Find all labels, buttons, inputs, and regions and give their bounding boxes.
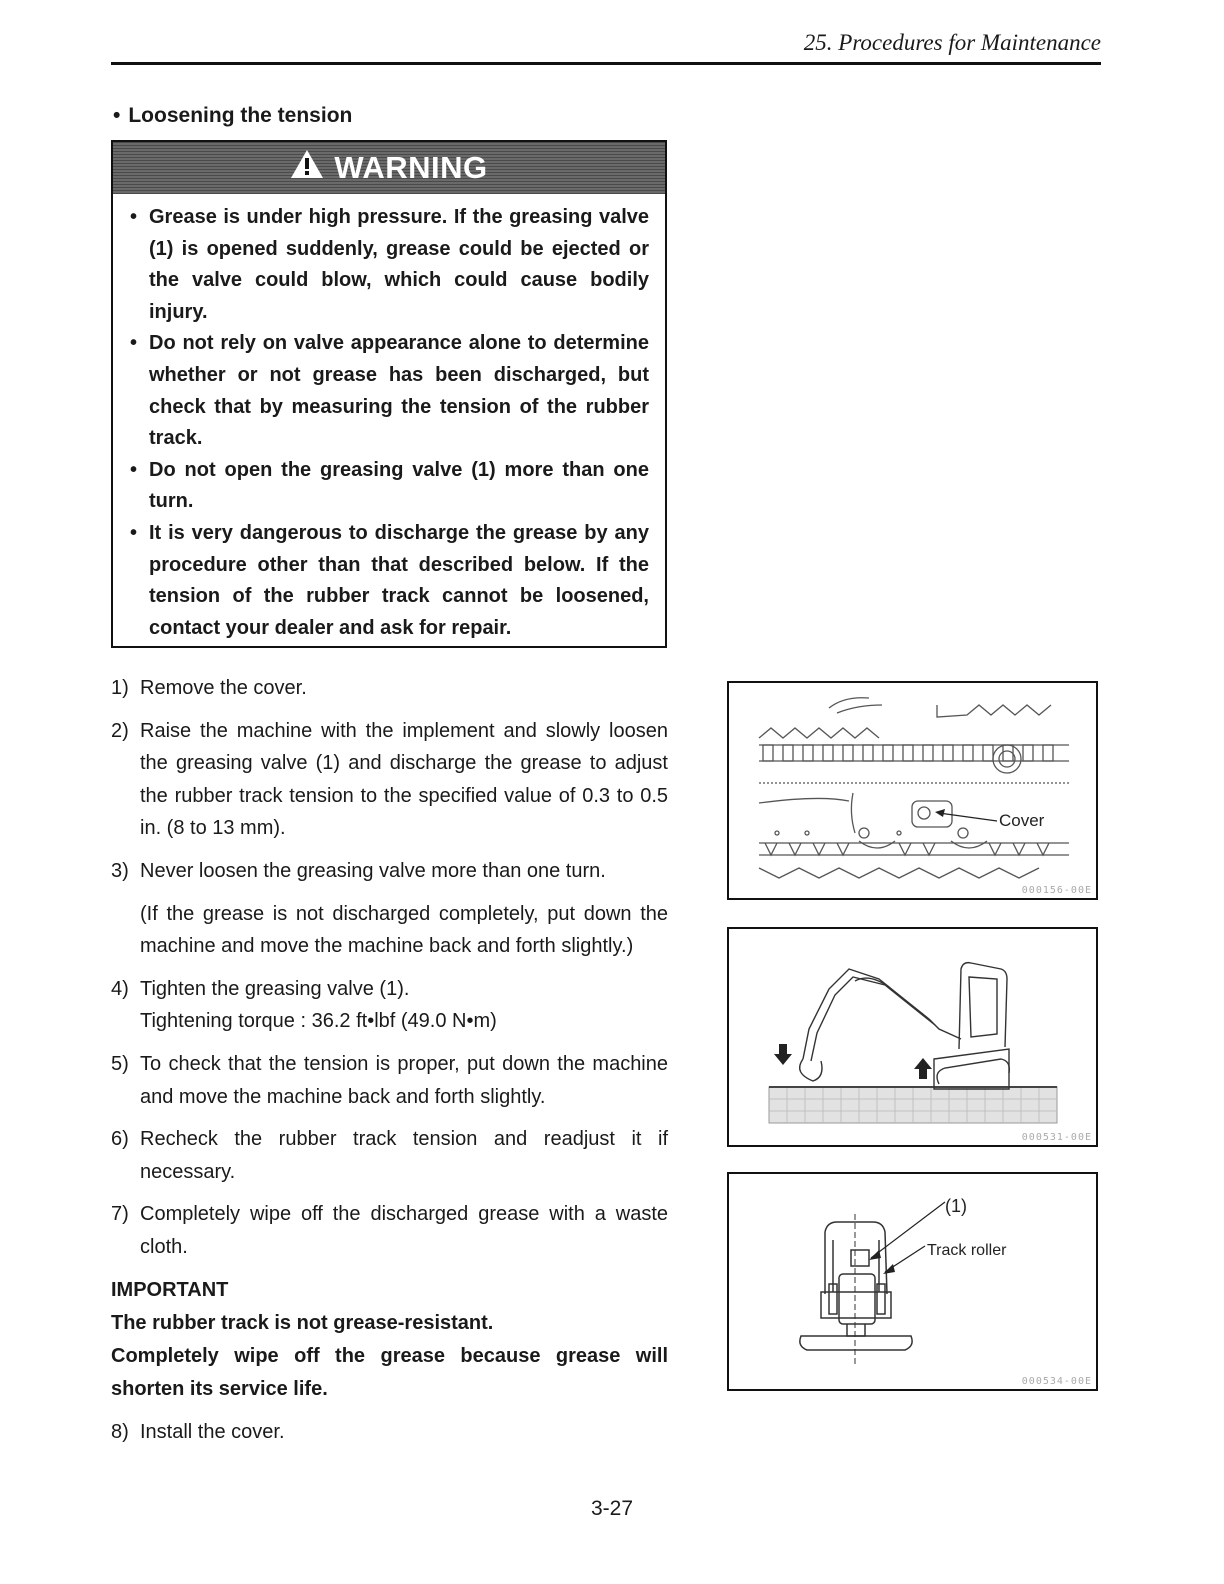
step-8: 8) Install the cover. — [111, 1420, 285, 1443]
track-cover-illustration — [729, 683, 1096, 898]
warning-list — [113, 194, 665, 644]
warning-item: • Grease is under high pressure. If the greasing valve (1) is opened suddenly, grease could be ejected or the valve could blow, which could cause bodily injury. — [149, 202, 649, 328]
warning-box — [111, 140, 667, 648]
figure-track-roller — [727, 1172, 1098, 1391]
page-number: 3-27 — [590, 1497, 634, 1520]
figure-code: 000531-00E — [1021, 1132, 1092, 1143]
figure-track-cover — [727, 681, 1098, 900]
warning-banner — [113, 142, 665, 194]
step-1: 1) Remove the cover. — [111, 677, 307, 699]
page-header: 25. Procedures for Maintenance — [111, 30, 1101, 65]
important-line-2: Completely wipe off the grease because grease will shorten its service life. — [111, 1344, 668, 1400]
excavator-illustration — [729, 929, 1096, 1145]
warning-item: • Do not rely on valve appearance alone to determine whether or not grease has been discharged, but check that by measuring the tension of the rubber track. — [149, 328, 649, 454]
section-title-text: Loosening the tension — [128, 104, 353, 127]
track-roller-illustration — [729, 1174, 1096, 1389]
warning-item: • It is very dangerous to discharge the grease by any procedure other than that described below. If the tension of the rubber track cannot be loosened, contact your dealer and ask for repair. — [149, 518, 649, 644]
important-line-1: The rubber track is not grease-resistant. — [111, 1311, 494, 1334]
warning-item: • Do not open the greasing valve (1) more than one turn. — [149, 455, 649, 518]
step-3: 3) Never loosen the greasing valve more than one turn. — [111, 859, 606, 882]
step-7: 7) Completely wipe off the discharged grease with a waste cloth. — [111, 1203, 668, 1258]
important-note — [111, 1274, 668, 1406]
warning-title: WARNING — [334, 150, 488, 185]
step-3-note: (If the grease is not discharged completely, put down the machine and move the machine back and forth slightly.) — [140, 902, 668, 958]
step-4: 4) Tighten the greasing valve (1). Tightening torque : 36.2 ft•lbf (49.0 N•m) — [111, 977, 497, 1033]
warning-triangle-icon — [290, 149, 324, 187]
figure-label-cover: Cover — [999, 811, 1045, 830]
step-5: 5) To check that the tension is proper, put down the machine and move the machine back and forth slightly. — [111, 1052, 668, 1108]
figure-excavator-raise — [727, 927, 1098, 1147]
figure-label-valve-number: (1) — [945, 1196, 967, 1216]
step-6: 6) Recheck the rubber track tension and readjust it if necessary. — [111, 1128, 668, 1183]
step-2: 2) Raise the machine with the implement and slowly loosen the greasing valve (1) and discharge the grease to adjust the rubber track tension to the specified value of 0.3 to 0.5 in. (8 to 13 mm). — [111, 719, 668, 840]
procedure-steps — [111, 672, 668, 1458]
figure-label-track-roller: Track roller — [927, 1242, 1007, 1259]
figure-code: 000156-00E — [1021, 885, 1092, 896]
figure-code: 000534-00E — [1021, 1376, 1092, 1387]
important-heading: IMPORTANT — [111, 1278, 229, 1301]
section-title: • Loosening the tension — [113, 104, 353, 127]
